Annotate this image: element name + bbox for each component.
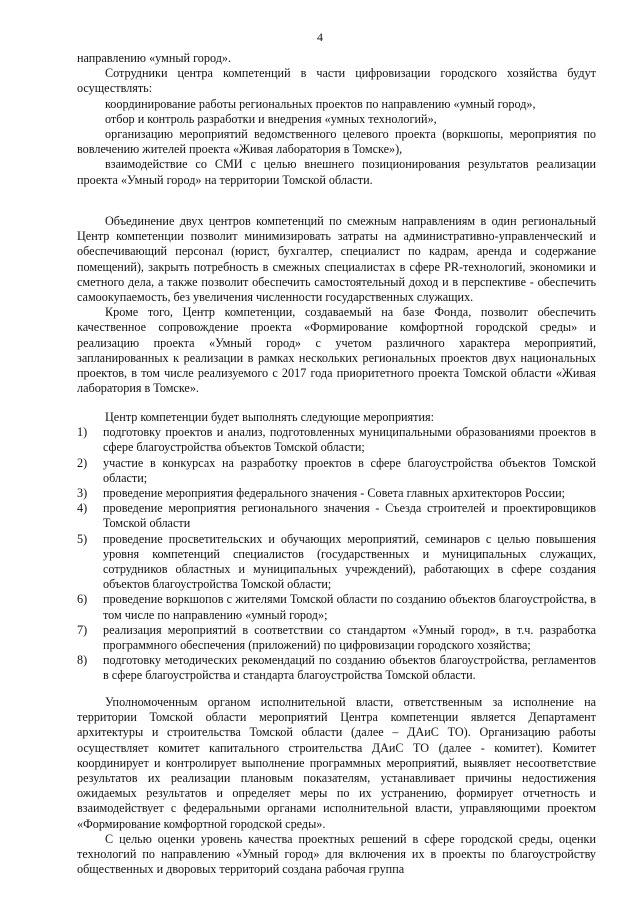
item-text: подготовку проектов и анализ, подготовленных муниципальными образованиями проектов в сфере благоустройства объектов Томской области; [103, 425, 596, 455]
activity-item [77, 653, 596, 683]
activity-item [77, 623, 596, 653]
item-number: 3) [77, 486, 88, 501]
item-number: 1) [77, 425, 88, 440]
activity-item [77, 456, 596, 486]
item-text: проведение воркшопов с жителями Томской области по созданию объектов благоустройства, в том числе по направлению «умный город»; [103, 592, 596, 622]
paragraph-continuation: направлению «умный город». [77, 51, 232, 65]
activity-item [77, 532, 596, 593]
item-number: 6) [77, 592, 88, 607]
paragraph-staff-duties: Сотрудники центра компетенций в части цифровизации городского хозяйства будут осуществлять: [77, 66, 596, 96]
activity-item [77, 486, 596, 501]
section-smart-city-staff [77, 51, 596, 188]
duty-item: отбор и контроль разработки и внедрения «умных технологий», [105, 111, 437, 126]
item-text: проведение мероприятия федерального значения - Совета главных архитекторов России; [103, 486, 566, 501]
item-text: реализация мероприятий в соответствии со стандартом «Умный город», в т.ч. разработка программного обеспечения (приложений) по цифровизации городского хозяйства; [103, 622, 596, 653]
item-number: 5) [77, 531, 88, 546]
item-number: 7) [77, 622, 88, 637]
activities-intro: Центр компетенции будет выполнять следующие мероприятия: [105, 410, 435, 424]
duty-item: координирование работы региональных проектов по направлению «умный город», [105, 96, 536, 111]
item-number: 4) [77, 501, 88, 516]
paragraph-support: Кроме того, Центр компетенции, создаваемый на базе Фонда, позволит обеспечить качественное сопровождение проекта «Формирование комфортной городской среды» и реализацию проекта «Умный город» с учетом различного характера мероприятий, запланированных к реализации в рамках нескольких региональных проектов двух национальных проектов, в том числе реализуемого с 2017 года приоритетного проекта Томской области «Живая лаборатория в Томске». [77, 305, 596, 396]
activities-list [77, 425, 596, 683]
paragraph-authority: Уполномоченным органом исполнительной власти, ответственным за исполнение на территории Томской области мероприятий Центра компетенции является Департамент архитектуры и строительства Томской области (далее – ДАиС ТО). Организацию работы осуществляет комитет капитального строительства ДАиС ТО (далее - комитет). Комитет координирует и контролирует выполнение программных мероприятий, выявляет несоответствие результатов их реализации плановым показателям, устанавливает причины недостижения ожидаемых результатов и определяет меры по их устранению, формирует отчетность и взаимодействует с федеральными органами исполнительной власти, управляющими проектом «Формирование комфортной городской среды». [77, 695, 596, 831]
item-text: участие в конкурсах на разработку проектов в сфере благоустройства объектов Томской области; [103, 455, 596, 485]
page-number: 4 [317, 30, 323, 44]
item-text: подготовку методических рекомендаций по созданию объектов благоустройства, регламентов в сфере благоустройства и стандарта благоустройства Томской области. [103, 653, 596, 683]
activity-item [77, 425, 596, 455]
section-merger [77, 214, 596, 396]
paragraph-working-group: С целью оценки уровень качества проектных решений в сфере городской среды, оценки технологий по направлению «Умный город» для включения их в проекты по благоустройству общественных и дворовых территорий создана рабочая группа [77, 831, 596, 877]
duty-item: организацию мероприятий ведомственного целевого проекта (воркшопы, мероприятия по вовлечению жителей проекта «Живая лаборатория в Томске»), [77, 127, 596, 157]
activity-item [77, 592, 596, 622]
item-text: проведение мероприятия регионального значения - Съезда строителей и проектировщиков Томской области [103, 501, 596, 531]
item-number: 2) [77, 455, 88, 470]
item-text: проведение просветительских и обучающих мероприятий, семинаров с целью повышения уровня компетенций специалистов (государственных и муниципальных служащих, сотрудников областных и муниципальных учреждений), работающих в сфере создания объектов благоустройства Томской области; [103, 531, 596, 592]
activity-item [77, 501, 596, 531]
section-authority [77, 695, 596, 877]
section-activities [77, 410, 596, 684]
paragraph-merger: Объединение двух центров компетенций по смежным направлениям в один региональный Центр компетенции позволит минимизировать затраты на административно-управленческий и обеспечивающий персонал (юрист, бухгалтер, специалист по кадрам, аренда и содержание помещений), закрыть потребность в смежных специалистах в сфере PR-технологий, экономики и сметного дела, а также позволит обеспечить самостоятельный доход и в перспективе - обеспечить самоокупаемость, без увеличения численности государственных служащих. [77, 214, 596, 305]
item-number: 8) [77, 653, 88, 668]
duty-item: взаимодействие со СМИ с целью внешнего позиционирования результатов реализации проекта «Умный город» на территории Томской области. [77, 157, 596, 187]
